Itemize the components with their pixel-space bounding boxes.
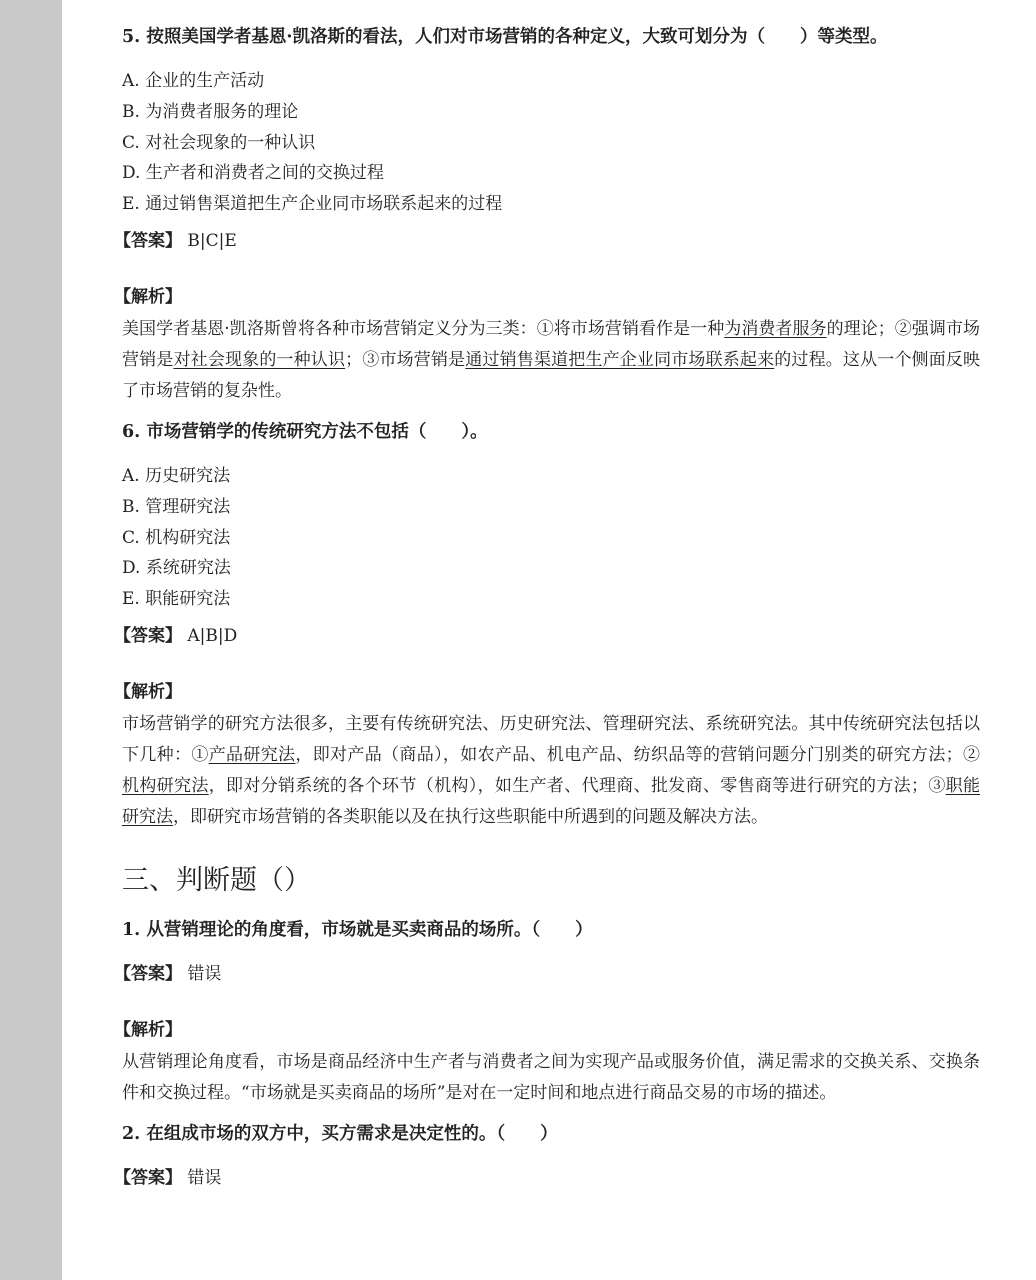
- q6-option-a: A. 历史研究法: [122, 465, 231, 486]
- answer-label: 【答案】: [114, 1167, 182, 1188]
- analysis-underlined: 为消费者服务: [724, 318, 827, 339]
- answer-label: 【答案】: [114, 963, 182, 984]
- analysis-underlined: 职能研究法: [122, 775, 981, 827]
- q5-option-a: A. 企业的生产活动: [122, 71, 265, 91]
- judgement-1: 1. 从营销理论的角度看，市场就是买卖商品的场所。（ ）: [122, 919, 593, 940]
- q6-option-b: B. 管理研究法: [122, 496, 231, 517]
- answer-label: 【答案】: [114, 230, 182, 251]
- answer-value: 错误: [187, 1167, 222, 1188]
- analysis-text: 市场营销学的研究方法很多，主要有传统研究法、历史研究法、管理研究法、系统研究法。其中传统研究法包括以下几种：①: [122, 713, 980, 765]
- q6-option-c: C. 机构研究法: [122, 527, 231, 548]
- analysis-underlined: 对社会现象的一种认识: [173, 349, 346, 370]
- q6-option-d: D. 系统研究法: [122, 558, 231, 579]
- analysis-text: 的理论；②强调市场营销是: [122, 318, 981, 370]
- q6-analysis: [122, 709, 980, 833]
- answer-value: B|C|E: [187, 230, 237, 251]
- question-6: 6. 市场营销学的传统研究方法不包括（ ）。: [122, 421, 488, 442]
- document-page: [62, 0, 1036, 1280]
- j1-answer: [114, 959, 980, 989]
- q6-answer: [114, 621, 980, 651]
- q5-option-d: D. 生产者和消费者之间的交换过程: [122, 163, 384, 184]
- q5-option-c: C. 对社会现象的一种认识: [122, 132, 316, 153]
- q6-analysis-label: 【解析】: [114, 681, 182, 702]
- analysis-underlined: 通过销售渠道把生产企业同市场联系起来: [465, 349, 775, 370]
- analysis-text: ；③市场营销是: [345, 349, 466, 370]
- answer-value: 错误: [187, 963, 222, 984]
- j1-analysis-label: 【解析】: [114, 1019, 182, 1040]
- analysis-underlined: 机构研究法: [122, 775, 209, 796]
- q5-option-e: E. 通过销售渠道把生产企业同市场联系起来的过程: [122, 194, 503, 215]
- analysis-text: 的过程。这从一个侧面反映了市场营销的复杂性。: [122, 349, 981, 401]
- q6-option-e: E. 职能研究法: [122, 589, 231, 610]
- q5-answer: [114, 226, 980, 256]
- section-title-judgement: 三、判断题（）: [122, 864, 311, 896]
- q5-analysis: [122, 314, 980, 407]
- page-content: [114, 22, 981, 1207]
- q5-option-b: B. 为消费者服务的理论: [122, 101, 299, 122]
- analysis-text: 美国学者基恩·凯洛斯曾将各种市场营销定义分为三类：①将市场营销看作是一种: [122, 318, 725, 339]
- q5-analysis-label: 【解析】: [114, 286, 182, 307]
- j2-answer: [114, 1163, 980, 1193]
- question-5: 5. 按照美国学者基恩·凯洛斯的看法，人们对市场营销的各种定义，大致可划分为（ ）等类型。: [122, 27, 888, 47]
- answer-value: A|B|D: [187, 625, 238, 646]
- answer-label: 【答案】: [114, 625, 182, 646]
- analysis-text: ，即研究市场营销的各类职能以及在执行这些职能中所遇到的问题及解决方法。: [173, 806, 768, 827]
- analysis-text: ，即对产品（商品），如农产品、机电产品、纺织品等的营销问题分门别类的研究方法；②: [295, 744, 981, 765]
- analysis-text: ，即对分销系统的各个环节（机构），如生产者、代理商、批发商、零售商等进行研究的方法；③: [208, 775, 946, 796]
- analysis-underlined: 产品研究法: [208, 744, 296, 765]
- j1-analysis: 从营销理论角度看，市场是商品经济中生产者与消费者之间为实现产品或服务价值，满足需求的交换关系、交换条件和交换过程。“市场就是买卖商品的场所”是对在一定时间和地点进行商品交易的市场的描述。: [122, 1051, 980, 1103]
- judgement-2: 2. 在组成市场的双方中，买方需求是决定性的。（ ）: [122, 1123, 558, 1144]
